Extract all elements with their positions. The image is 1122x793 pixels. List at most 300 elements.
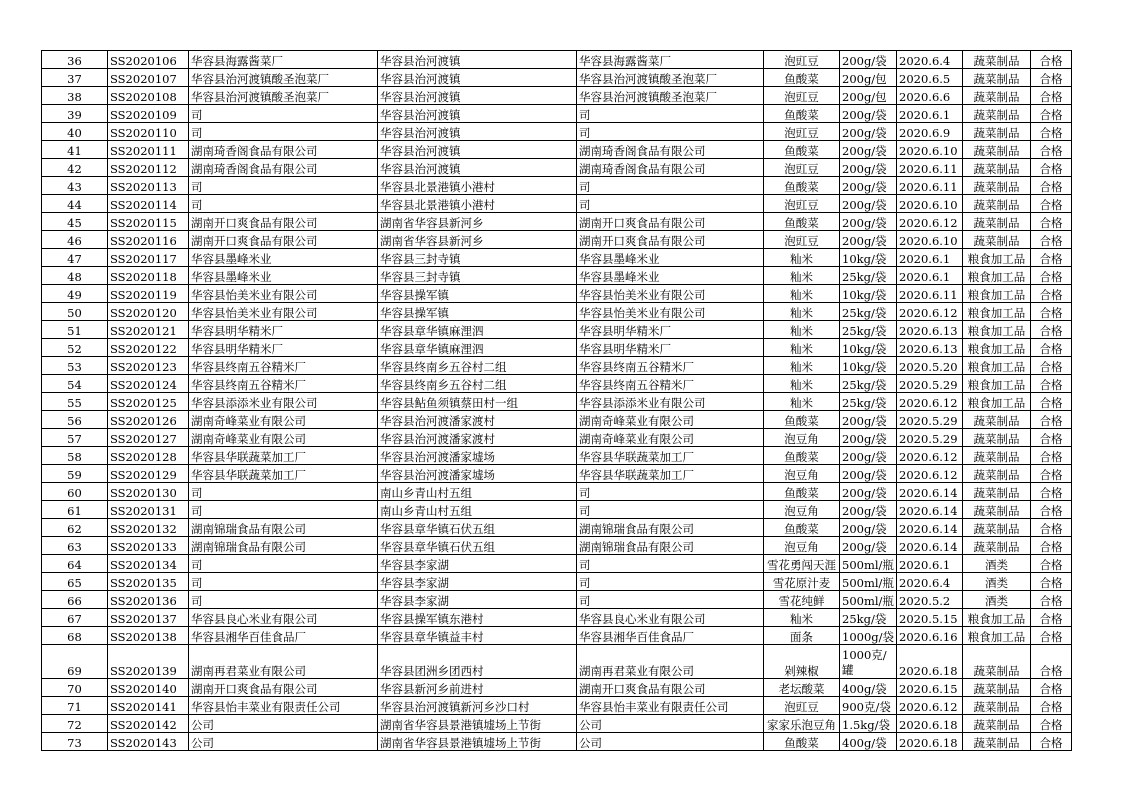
cell-product: 籼米	[764, 249, 840, 267]
cell-sample-code: SS2020137	[108, 609, 189, 627]
cell-producer: 司	[189, 177, 378, 195]
cell-producer: 湖南奇峰菜业有限公司	[189, 411, 378, 429]
cell-product: 鱼酸菜	[764, 483, 840, 501]
cell-address: 华容县鲇鱼须镇蔡田村一组	[378, 393, 577, 411]
cell-category: 蔬菜制品	[963, 697, 1031, 715]
cell-sample-code: SS2020131	[108, 501, 189, 519]
cell-product: 泡豆角	[764, 537, 840, 555]
cell-spec: 25kg/袋	[840, 303, 897, 321]
cell-number: 43	[42, 177, 108, 195]
cell-seller: 湖南开口爽食品有限公司	[577, 231, 764, 249]
cell-date: 2020.5.2	[897, 591, 963, 609]
cell-date: 2020.6.11	[897, 177, 963, 195]
cell-spec: 25kg/袋	[840, 609, 897, 627]
cell-seller: 华容县海露酱菜厂	[577, 51, 764, 69]
cell-date: 2020.5.29	[897, 411, 963, 429]
cell-seller: 湖南琦香阁食品有限公司	[577, 141, 764, 159]
cell-producer: 司	[189, 555, 378, 573]
cell-date: 2020.6.12	[897, 393, 963, 411]
cell-category: 蔬菜制品	[963, 123, 1031, 141]
cell-result: 合格	[1031, 249, 1072, 267]
cell-sample-code: SS2020129	[108, 465, 189, 483]
cell-sample-code: SS2020139	[108, 645, 189, 679]
cell-result: 合格	[1031, 177, 1072, 195]
cell-sample-code: SS2020121	[108, 321, 189, 339]
cell-category: 蔬菜制品	[963, 537, 1031, 555]
cell-category: 蔬菜制品	[963, 105, 1031, 123]
cell-spec: 25kg/袋	[840, 393, 897, 411]
cell-address: 华容县治河渡潘家墟场	[378, 465, 577, 483]
cell-producer: 湖南琦香阁食品有限公司	[189, 159, 378, 177]
cell-number: 49	[42, 285, 108, 303]
cell-producer: 华容县墨峰米业	[189, 249, 378, 267]
cell-spec: 200g/袋	[840, 501, 897, 519]
cell-spec: 1.5kg/袋	[840, 715, 897, 733]
table-row	[42, 69, 1072, 87]
cell-address: 湖南省华容县景港镇墟场上节街	[378, 733, 577, 751]
cell-date: 2020.6.6	[897, 87, 963, 105]
cell-address: 华容县章华镇麻浬泗	[378, 321, 577, 339]
cell-spec: 200g/袋	[840, 465, 897, 483]
cell-producer: 华容县华联蔬菜加工厂	[189, 465, 378, 483]
cell-category: 粮食加工品	[963, 375, 1031, 393]
cell-date: 2020.6.15	[897, 679, 963, 697]
cell-number: 54	[42, 375, 108, 393]
cell-seller: 华容县终南五谷精米厂	[577, 375, 764, 393]
cell-address: 华容县三封寺镇	[378, 267, 577, 285]
cell-spec: 10kg/袋	[840, 357, 897, 375]
cell-spec: 200g/袋	[840, 447, 897, 465]
table-row	[42, 519, 1072, 537]
cell-date: 2020.6.4	[897, 51, 963, 69]
cell-address: 南山乡青山村五组	[378, 483, 577, 501]
cell-result: 合格	[1031, 285, 1072, 303]
cell-address: 华容县治河渡潘家渡村	[378, 411, 577, 429]
cell-date: 2020.6.1	[897, 555, 963, 573]
cell-spec: 25kg/袋	[840, 321, 897, 339]
cell-category: 蔬菜制品	[963, 213, 1031, 231]
cell-producer: 司	[189, 105, 378, 123]
table-row	[42, 733, 1072, 751]
cell-producer: 华容县墨峰米业	[189, 267, 378, 285]
cell-seller: 华容县墨峰米业	[577, 249, 764, 267]
cell-sample-code: SS2020118	[108, 267, 189, 285]
cell-address: 华容县章华镇石伏五组	[378, 519, 577, 537]
cell-product: 泡豇豆	[764, 51, 840, 69]
cell-address: 华容县李家湖	[378, 573, 577, 591]
cell-spec: 400g/袋	[840, 679, 897, 697]
cell-result: 合格	[1031, 51, 1072, 69]
cell-number: 52	[42, 339, 108, 357]
cell-result: 合格	[1031, 105, 1072, 123]
cell-address: 华容县终南乡五谷村二组	[378, 357, 577, 375]
cell-seller: 湖南开口爽食品有限公司	[577, 213, 764, 231]
cell-seller: 司	[577, 105, 764, 123]
cell-number: 44	[42, 195, 108, 213]
table-row	[42, 123, 1072, 141]
cell-seller: 华容县华联蔬菜加工厂	[577, 465, 764, 483]
cell-number: 73	[42, 733, 108, 751]
cell-seller: 司	[577, 501, 764, 519]
cell-seller: 华容县明华精米厂	[577, 339, 764, 357]
cell-product: 泡豇豆	[764, 697, 840, 715]
table-row	[42, 231, 1072, 249]
cell-date: 2020.6.12	[897, 213, 963, 231]
cell-category: 蔬菜制品	[963, 679, 1031, 697]
cell-result: 合格	[1031, 213, 1072, 231]
table-row	[42, 213, 1072, 231]
cell-result: 合格	[1031, 429, 1072, 447]
cell-result: 合格	[1031, 393, 1072, 411]
cell-result: 合格	[1031, 501, 1072, 519]
cell-address: 华容县新河乡前进村	[378, 679, 577, 697]
cell-product: 剁辣椒	[764, 645, 840, 679]
cell-date: 2020.5.15	[897, 609, 963, 627]
cell-spec: 200g/袋	[840, 411, 897, 429]
cell-sample-code: SS2020111	[108, 141, 189, 159]
table-row	[42, 177, 1072, 195]
cell-seller: 湖南锦瑞食品有限公司	[577, 537, 764, 555]
cell-product: 鱼酸菜	[764, 411, 840, 429]
cell-sample-code: SS2020134	[108, 555, 189, 573]
cell-producer: 华容县明华精米厂	[189, 321, 378, 339]
cell-date: 2020.6.12	[897, 447, 963, 465]
cell-address: 湖南省华容县新河乡	[378, 231, 577, 249]
cell-address: 南山乡青山村五组	[378, 501, 577, 519]
cell-spec: 200g/袋	[840, 429, 897, 447]
cell-sample-code: SS2020106	[108, 51, 189, 69]
cell-category: 蔬菜制品	[963, 447, 1031, 465]
cell-seller: 司	[577, 483, 764, 501]
table-row	[42, 105, 1072, 123]
table-row	[42, 679, 1072, 697]
cell-product: 泡豇豆	[764, 231, 840, 249]
cell-producer: 司	[189, 501, 378, 519]
cell-date: 2020.6.1	[897, 105, 963, 123]
cell-result: 合格	[1031, 411, 1072, 429]
cell-category: 粮食加工品	[963, 357, 1031, 375]
cell-seller: 华容县治河渡镇酸圣泡菜厂	[577, 87, 764, 105]
table-row	[42, 393, 1072, 411]
cell-producer: 司	[189, 591, 378, 609]
cell-date: 2020.6.5	[897, 69, 963, 87]
table-row	[42, 195, 1072, 213]
cell-seller: 司	[577, 555, 764, 573]
cell-date: 2020.6.11	[897, 285, 963, 303]
cell-product: 家家乐泡豆角	[764, 715, 840, 733]
cell-sample-code: SS2020107	[108, 69, 189, 87]
cell-spec: 200g/袋	[840, 159, 897, 177]
cell-category: 蔬菜制品	[963, 733, 1031, 751]
cell-date: 2020.6.18	[897, 733, 963, 751]
cell-category: 酒类	[963, 591, 1031, 609]
cell-producer: 华容县终南五谷精米厂	[189, 357, 378, 375]
cell-sample-code: SS2020141	[108, 697, 189, 715]
cell-address: 华容县治河渡镇	[378, 87, 577, 105]
cell-result: 合格	[1031, 141, 1072, 159]
cell-number: 57	[42, 429, 108, 447]
cell-address: 华容县三封寺镇	[378, 249, 577, 267]
cell-address: 华容县北景港镇小港村	[378, 195, 577, 213]
cell-date: 2020.6.10	[897, 195, 963, 213]
cell-category: 蔬菜制品	[963, 483, 1031, 501]
table-row	[42, 591, 1072, 609]
cell-producer: 司	[189, 573, 378, 591]
cell-seller: 华容县怡丰菜业有限责任公司	[577, 697, 764, 715]
cell-spec: 200g/袋	[840, 51, 897, 69]
cell-seller: 湖南锦瑞食品有限公司	[577, 519, 764, 537]
cell-date: 2020.6.1	[897, 249, 963, 267]
cell-number: 38	[42, 87, 108, 105]
cell-number: 71	[42, 697, 108, 715]
cell-seller: 华容县怡美米业有限公司	[577, 285, 764, 303]
table-row	[42, 141, 1072, 159]
cell-seller: 华容县终南五谷精米厂	[577, 357, 764, 375]
cell-address: 华容县治河渡潘家墟场	[378, 447, 577, 465]
cell-producer: 华容县海露酱菜厂	[189, 51, 378, 69]
cell-address: 华容县章华镇益丰村	[378, 627, 577, 645]
cell-spec: 200g/袋	[840, 141, 897, 159]
cell-result: 合格	[1031, 231, 1072, 249]
cell-sample-code: SS2020115	[108, 213, 189, 231]
cell-address: 华容县章华镇麻浬泗	[378, 339, 577, 357]
cell-address: 华容县北景港镇小港村	[378, 177, 577, 195]
cell-spec: 200g/包	[840, 69, 897, 87]
cell-result: 合格	[1031, 303, 1072, 321]
cell-result: 合格	[1031, 697, 1072, 715]
cell-result: 合格	[1031, 573, 1072, 591]
cell-category: 蔬菜制品	[963, 159, 1031, 177]
cell-product: 鱼酸菜	[764, 69, 840, 87]
cell-seller: 司	[577, 573, 764, 591]
table-row	[42, 321, 1072, 339]
cell-producer: 司	[189, 195, 378, 213]
cell-result: 合格	[1031, 627, 1072, 645]
cell-date: 2020.6.10	[897, 231, 963, 249]
cell-spec: 200g/袋	[840, 195, 897, 213]
cell-sample-code: SS2020133	[108, 537, 189, 555]
cell-producer: 湖南开口爽食品有限公司	[189, 231, 378, 249]
cell-sample-code: SS2020110	[108, 123, 189, 141]
cell-result: 合格	[1031, 609, 1072, 627]
cell-date: 2020.6.9	[897, 123, 963, 141]
table-row	[42, 483, 1072, 501]
cell-seller: 湖南奇峰菜业有限公司	[577, 429, 764, 447]
cell-result: 合格	[1031, 465, 1072, 483]
cell-product: 老坛酸菜	[764, 679, 840, 697]
cell-category: 蔬菜制品	[963, 195, 1031, 213]
cell-producer: 华容县明华精米厂	[189, 339, 378, 357]
cell-seller: 公司	[577, 733, 764, 751]
cell-date: 2020.6.14	[897, 537, 963, 555]
cell-number: 70	[42, 679, 108, 697]
cell-product: 泡豆角	[764, 501, 840, 519]
cell-sample-code: SS2020124	[108, 375, 189, 393]
cell-category: 粮食加工品	[963, 321, 1031, 339]
cell-sample-code: SS2020114	[108, 195, 189, 213]
cell-result: 合格	[1031, 645, 1072, 679]
cell-address: 华容县团洲乡团西村	[378, 645, 577, 679]
cell-spec: 200g/袋	[840, 483, 897, 501]
cell-sample-code: SS2020126	[108, 411, 189, 429]
table-row	[42, 501, 1072, 519]
cell-category: 粮食加工品	[963, 609, 1031, 627]
table-row	[42, 357, 1072, 375]
cell-date: 2020.6.13	[897, 321, 963, 339]
cell-product: 泡豆角	[764, 429, 840, 447]
cell-number: 62	[42, 519, 108, 537]
cell-address: 华容县治河渡镇	[378, 159, 577, 177]
cell-producer: 华容县终南五谷精米厂	[189, 375, 378, 393]
cell-producer: 华容县华联蔬菜加工厂	[189, 447, 378, 465]
table-row	[42, 375, 1072, 393]
cell-result: 合格	[1031, 555, 1072, 573]
cell-result: 合格	[1031, 591, 1072, 609]
cell-product: 雪花原汁麦	[764, 573, 840, 591]
cell-address: 华容县李家湖	[378, 555, 577, 573]
cell-product: 籼米	[764, 267, 840, 285]
cell-number: 66	[42, 591, 108, 609]
cell-sample-code: SS2020113	[108, 177, 189, 195]
table-row	[42, 645, 1072, 679]
cell-product: 泡豇豆	[764, 195, 840, 213]
cell-number: 39	[42, 105, 108, 123]
cell-address: 华容县治河渡镇新河乡沙口村	[378, 697, 577, 715]
cell-number: 55	[42, 393, 108, 411]
cell-number: 42	[42, 159, 108, 177]
cell-address: 华容县治河渡镇	[378, 123, 577, 141]
cell-product: 鱼酸菜	[764, 213, 840, 231]
cell-date: 2020.6.12	[897, 465, 963, 483]
cell-number: 45	[42, 213, 108, 231]
cell-sample-code: SS2020143	[108, 733, 189, 751]
cell-date: 2020.5.29	[897, 375, 963, 393]
cell-address: 华容县治河渡镇	[378, 69, 577, 87]
cell-spec: 200g/袋	[840, 123, 897, 141]
cell-seller: 公司	[577, 715, 764, 733]
cell-producer: 湖南琦香阁食品有限公司	[189, 141, 378, 159]
cell-spec: 25kg/袋	[840, 267, 897, 285]
cell-date: 2020.6.4	[897, 573, 963, 591]
cell-sample-code: SS2020116	[108, 231, 189, 249]
cell-seller: 湖南再君菜业有限公司	[577, 645, 764, 679]
cell-number: 67	[42, 609, 108, 627]
cell-producer: 华容县怡美米业有限公司	[189, 303, 378, 321]
cell-category: 蔬菜制品	[963, 69, 1031, 87]
cell-seller: 华容县墨峰米业	[577, 267, 764, 285]
cell-product: 籼米	[764, 375, 840, 393]
cell-sample-code: SS2020138	[108, 627, 189, 645]
cell-category: 蔬菜制品	[963, 177, 1031, 195]
cell-category: 蔬菜制品	[963, 715, 1031, 733]
cell-category: 粮食加工品	[963, 393, 1031, 411]
cell-product: 雪花纯鲜	[764, 591, 840, 609]
cell-address: 华容县治河渡镇	[378, 51, 577, 69]
cell-seller: 华容县怡美米业有限公司	[577, 303, 764, 321]
cell-number: 53	[42, 357, 108, 375]
cell-spec: 200g/袋	[840, 105, 897, 123]
cell-address: 湖南省华容县新河乡	[378, 213, 577, 231]
cell-sample-code: SS2020123	[108, 357, 189, 375]
cell-product: 籼米	[764, 357, 840, 375]
table-row	[42, 87, 1072, 105]
cell-product: 鱼酸菜	[764, 447, 840, 465]
cell-product: 鱼酸菜	[764, 177, 840, 195]
cell-result: 合格	[1031, 357, 1072, 375]
cell-product: 籼米	[764, 321, 840, 339]
cell-number: 50	[42, 303, 108, 321]
cell-number: 51	[42, 321, 108, 339]
cell-producer: 湖南开口爽食品有限公司	[189, 679, 378, 697]
cell-category: 酒类	[963, 573, 1031, 591]
cell-producer: 华容县湘华百佳食品厂	[189, 627, 378, 645]
table-row	[42, 159, 1072, 177]
cell-spec: 200g/袋	[840, 519, 897, 537]
cell-address: 华容县治河渡镇	[378, 141, 577, 159]
cell-address: 华容县治河渡潘家渡村	[378, 429, 577, 447]
cell-sample-code: SS2020127	[108, 429, 189, 447]
cell-number: 72	[42, 715, 108, 733]
cell-category: 蔬菜制品	[963, 519, 1031, 537]
cell-date: 2020.6.16	[897, 627, 963, 645]
cell-result: 合格	[1031, 339, 1072, 357]
cell-sample-code: SS2020128	[108, 447, 189, 465]
cell-seller: 华容县良心米业有限公司	[577, 609, 764, 627]
cell-producer: 华容县治河渡镇酸圣泡菜厂	[189, 69, 378, 87]
cell-address: 华容县李家湖	[378, 591, 577, 609]
cell-producer: 司	[189, 483, 378, 501]
cell-producer: 华容县良心米业有限公司	[189, 609, 378, 627]
table-row	[42, 285, 1072, 303]
cell-address: 华容县终南乡五谷村二组	[378, 375, 577, 393]
cell-product: 鱼酸菜	[764, 519, 840, 537]
cell-sample-code: SS2020132	[108, 519, 189, 537]
cell-number: 56	[42, 411, 108, 429]
cell-seller: 华容县华联蔬菜加工厂	[577, 447, 764, 465]
cell-product: 籼米	[764, 393, 840, 411]
cell-category: 粮食加工品	[963, 285, 1031, 303]
cell-sample-code: SS2020112	[108, 159, 189, 177]
cell-spec: 10kg/袋	[840, 249, 897, 267]
cell-number: 41	[42, 141, 108, 159]
cell-sample-code: SS2020108	[108, 87, 189, 105]
cell-producer: 华容县治河渡镇酸圣泡菜厂	[189, 87, 378, 105]
table-body	[42, 51, 1072, 751]
cell-category: 粮食加工品	[963, 303, 1031, 321]
cell-product: 籼米	[764, 303, 840, 321]
cell-category: 蔬菜制品	[963, 501, 1031, 519]
cell-date: 2020.6.12	[897, 303, 963, 321]
cell-spec: 500ml/瓶	[840, 591, 897, 609]
cell-sample-code: SS2020125	[108, 393, 189, 411]
cell-spec: 500ml/瓶	[840, 573, 897, 591]
cell-seller: 华容县治河渡镇酸圣泡菜厂	[577, 69, 764, 87]
cell-spec: 500ml/瓶	[840, 555, 897, 573]
cell-number: 63	[42, 537, 108, 555]
cell-result: 合格	[1031, 69, 1072, 87]
cell-product: 籼米	[764, 339, 840, 357]
table-row	[42, 411, 1072, 429]
cell-category: 蔬菜制品	[963, 645, 1031, 679]
cell-number: 58	[42, 447, 108, 465]
cell-result: 合格	[1031, 447, 1072, 465]
cell-date: 2020.6.1	[897, 267, 963, 285]
cell-seller: 湖南琦香阁食品有限公司	[577, 159, 764, 177]
cell-sample-code: SS2020135	[108, 573, 189, 591]
cell-producer: 公司	[189, 715, 378, 733]
cell-spec: 10kg/袋	[840, 285, 897, 303]
cell-sample-code: SS2020120	[108, 303, 189, 321]
